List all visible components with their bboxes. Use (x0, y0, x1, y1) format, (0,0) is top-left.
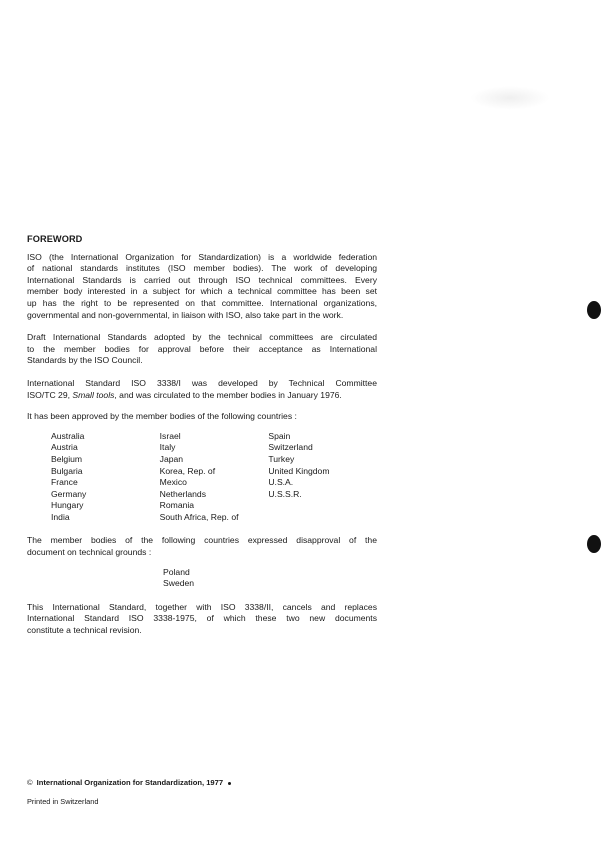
country-name: Israel (159, 430, 181, 441)
country-name: Turkey (268, 453, 295, 464)
country-name: United Kingdom (268, 465, 330, 476)
country-name: Germany (51, 488, 87, 499)
foreword-heading: FOREWORD (27, 234, 83, 244)
country-name: Australia (51, 430, 85, 441)
paragraph-iso-intro (27, 252, 377, 322)
paragraph-development (27, 378, 377, 401)
copyright-symbol: © (27, 778, 33, 787)
paragraph-draft-standards (27, 332, 377, 367)
country-name: Mexico (159, 477, 187, 488)
text-line: The member bodies of the following countries expressed disapproval of the (27, 535, 377, 546)
country-name: Spain (268, 430, 291, 441)
text-line: member body interested in a subject for which a technical committee has been set (27, 286, 377, 297)
country-name: Belgium (51, 453, 83, 464)
text-line: Draft International Standards adopted by the technical committees are circulated (27, 332, 377, 343)
country-name: Hungary (51, 500, 84, 511)
copyright-text: International Organization for Standardization, 1977 (36, 778, 224, 787)
printed-location: Printed in Switzerland (27, 797, 99, 806)
text-line: document on technical grounds : (27, 547, 152, 558)
text-line: to the member bodies for approval before their acceptance as International (27, 343, 377, 354)
approving-countries-list (51, 431, 377, 524)
paragraph-approval: It has been approved by the member bodies of the following countries : (27, 411, 297, 422)
punch-hole-icon (587, 535, 601, 553)
country-name: India (51, 511, 70, 522)
country-name: U.S.S.R. (268, 488, 302, 499)
committee-title: Small tools (72, 389, 115, 400)
country-name: Austria (51, 442, 78, 453)
country-column (51, 431, 160, 524)
country-name: Switzerland (268, 442, 313, 453)
text-line: governmental and non-governmental, in liaison with ISO, also take part in the work. (27, 309, 344, 320)
text-line: International Standard ISO 3338/I was developed by Technical Committee (27, 377, 377, 388)
copyright-notice (27, 778, 231, 787)
country-name: South Africa, Rep. of (159, 511, 239, 522)
disapproving-countries-list (163, 567, 377, 590)
text-line: This International Standard, together with ISO 3338/II, cancels and replaces (27, 601, 377, 612)
bullet-dot-icon (228, 782, 231, 785)
country-name: Korea, Rep. of (159, 465, 216, 476)
country-name: Sweden (163, 578, 195, 589)
foreword-section (27, 234, 377, 648)
text-line: ISO (the International Organization for Standardization) is a worldwide federation (27, 251, 377, 262)
text-line: of national standards institutes (ISO member bodies). The work of developing (27, 263, 377, 274)
text-line: International Standards is carried out through ISO technical committees. Every (27, 274, 377, 285)
country-name: Italy (159, 442, 176, 453)
punch-hole-icon (587, 301, 601, 319)
country-column (268, 431, 377, 524)
paragraph-disapproval (27, 535, 377, 558)
paragraph-revision (27, 602, 377, 637)
country-column (160, 431, 269, 524)
country-name: Bulgaria (51, 465, 83, 476)
country-name: Poland (163, 566, 190, 577)
text-line: up has the right to be represented on that committee. International organizations, (27, 297, 377, 308)
text-line: constitute a technical revision. (27, 625, 142, 636)
text-fragment: ISO/TC 29, (27, 389, 73, 400)
text-fragment: , and was circulated to the member bodies in January 1976. (114, 389, 342, 400)
text-line: International Standard ISO 3338-1975, of which these two new documents (27, 613, 377, 624)
country-name: Japan (159, 453, 184, 464)
country-name: U.S.A. (268, 477, 294, 488)
text-line (27, 390, 377, 402)
country-name: France (51, 477, 78, 488)
country-name: Romania (159, 500, 195, 511)
country-name: Netherlands (159, 488, 207, 499)
text-line: Standards by the ISO Council. (27, 355, 143, 366)
scan-smudge (470, 86, 550, 110)
